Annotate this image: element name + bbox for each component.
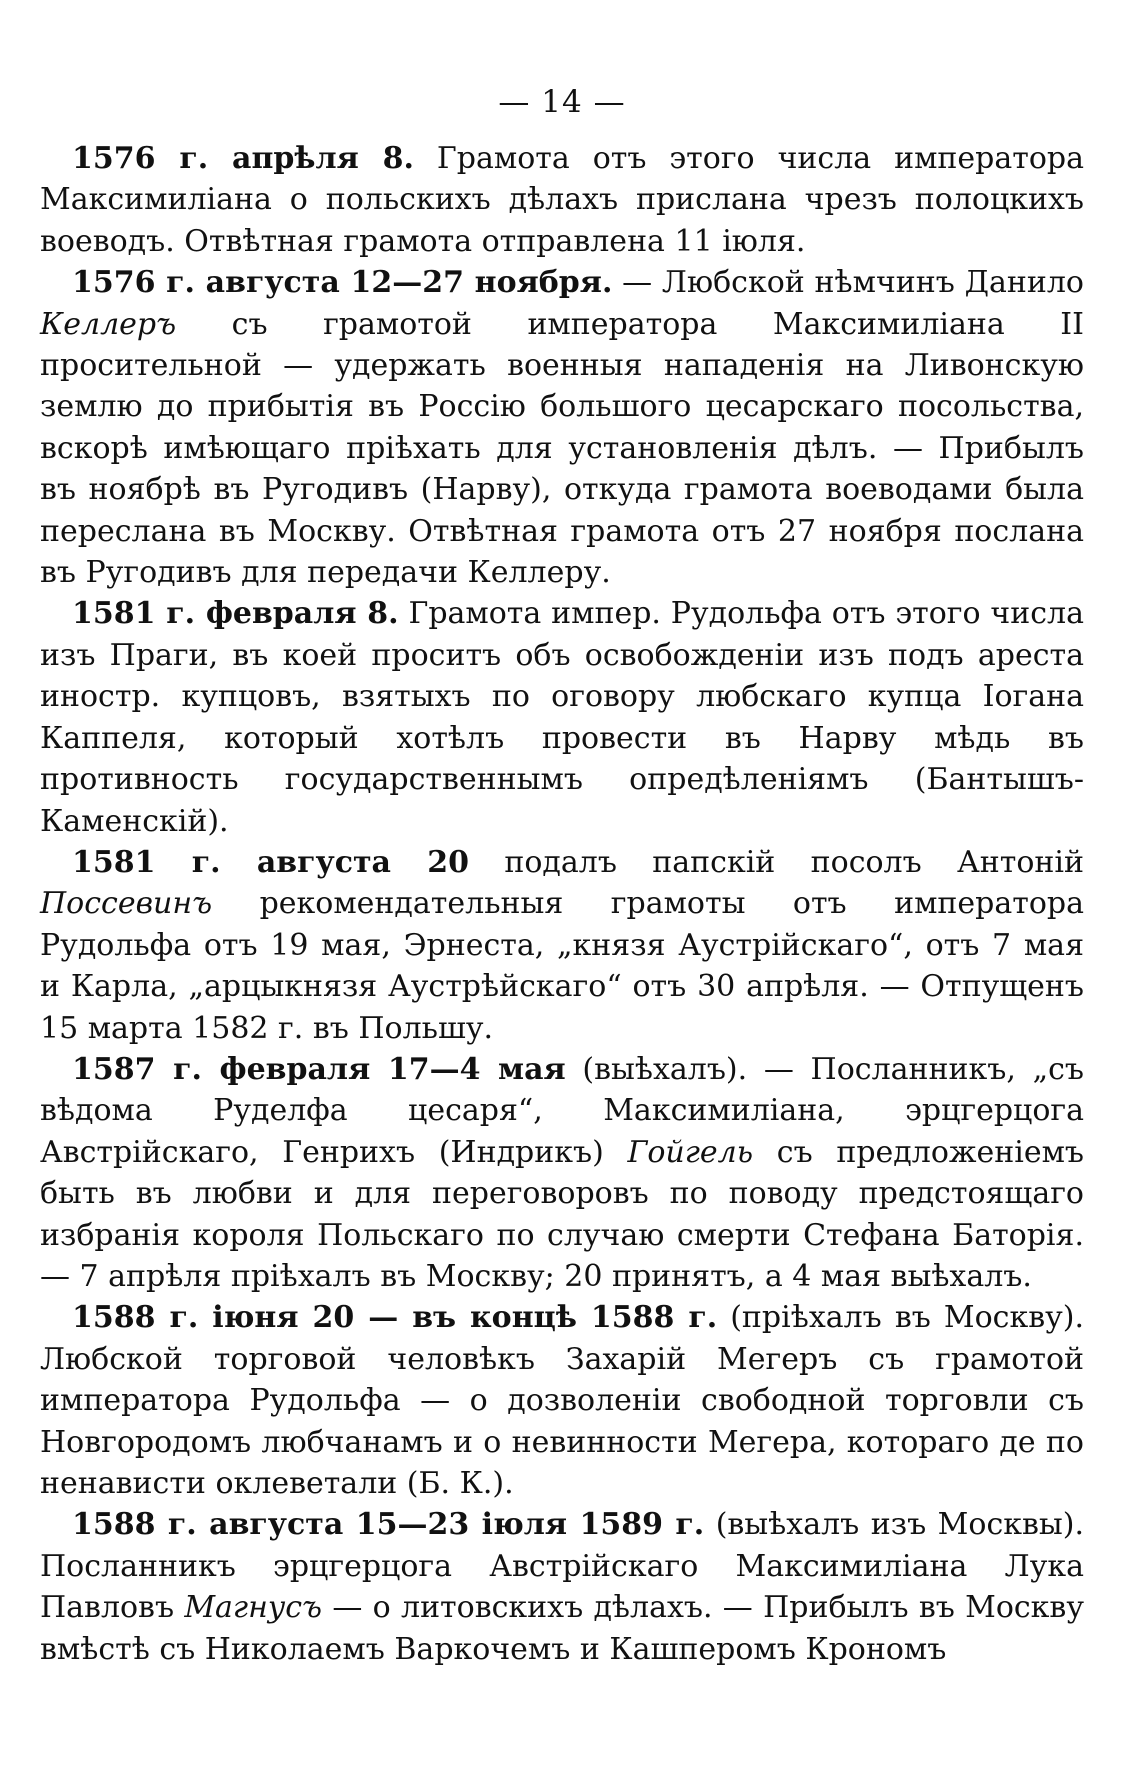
entry-person-name: Поссевинъ — [40, 886, 213, 922]
entry-person-name: Магнусъ — [184, 1590, 323, 1626]
entry-person-name: Келлеръ — [40, 306, 177, 342]
entry-text: — Любской нѣмчинъ Данило — [612, 265, 1084, 301]
entry-date: 1587 г. февраля 17—4 мая — [72, 1051, 566, 1087]
entry-text: Грамота импер. Рудольфа отъ этого числа изъ Праги, въ коей проситъ объ освобожденіи изъ подъ ареста иностр. купцовъ, взятыхъ по оговору любскаго купца Іогана Каппеля, который хотѣлъ провести въ Нарву мѣдь въ противность государственнымъ опредѣленіямъ (Бантышъ-Каменскій). — [40, 596, 1084, 839]
entry-text: (выѣхалъ изъ Москвы). Посланникъ эрцгерцога Австрійскаго Максимиліана Лука Павловъ — [40, 1507, 1085, 1626]
page-number: — 14 — — [498, 84, 626, 120]
entry-text-continued: съ предложеніемъ быть въ любви и для переговоровъ по поводу предстоящаго избранія короля Польскаго по случаю смерти Стефана Баторія. — 7 апрѣля пріѣхалъ въ Москву; 20 принятъ, а 4 мая выѣхалъ. — [40, 1134, 1084, 1294]
entry-date: 1576 г. апрѣля 8. — [72, 141, 414, 176]
entry-date: 1581 г. августа 20 — [72, 844, 470, 880]
entry-date: 1581 г. февраля 8. — [72, 596, 399, 632]
chronicle-entry — [40, 1049, 1084, 1297]
entry-date: 1588 г. іюня 20 — въ концѣ 1588 г. — [72, 1300, 718, 1336]
entry-text-continued: — о литовскихъ дѣлахъ. — Прибылъ въ Москву вмѣстѣ съ Николаемъ Варкочемъ и Кашперомъ Крономъ — [40, 1590, 1084, 1667]
chronicle-entry — [40, 842, 1084, 1049]
entry-person-name: Гойгель — [627, 1134, 754, 1170]
chronicle-entry — [40, 262, 1084, 593]
entry-date: 1576 г. августа 12—27 ноября. — [72, 265, 613, 301]
entry-text: Грамота отъ этого числа императора Максимиліана о польскихъ дѣлахъ прислана чрезъ полоцкихъ воеводъ. Отвѣтная грамота отправлена 11 іюля. — [40, 141, 1084, 259]
entry-text: (выѣхалъ). — Посланникъ, „съ вѣдома Руделфа цесаря“, Максимиліана, эрцгерцога Австрійскаго, Генрихъ (Индрикъ) — [40, 1051, 1085, 1170]
entry-text: (пріѣхалъ въ Москву). Любской торговой человѣкъ Захарій Мегеръ съ грамотой императора Рудольфа — о дозволеніи свободной торговли съ Новгородомъ любчанамъ и о невинности Мегера, котораго де по ненависти оклеветали (Б. К.). — [40, 1300, 1084, 1501]
chronicle-entries — [40, 138, 1084, 1670]
chronicle-entry — [40, 1297, 1084, 1504]
entry-text-continued: съ грамотой императора Максимиліана II просительной — удержать военныя нападенія на Ливонскую землю до прибытія въ Россію большого цесарскаго посольства, вскорѣ имѣющаго пріѣхать для установленія дѣлъ. — Прибылъ въ ноябрѣ въ Ругодивъ (Нарву), откуда грамота воеводами была переслана въ Москву. Отвѣтная грамота отъ 27 ноября послана въ Ругодивъ для передачи Келлеру. — [40, 306, 1084, 591]
entry-date: 1588 г. августа 15—23 іюля 1589 г. — [72, 1507, 705, 1543]
chronicle-entry — [40, 1504, 1084, 1670]
entry-text: подалъ папскій посолъ Антоній — [469, 844, 1084, 880]
chronicle-entry — [40, 593, 1084, 841]
document-page — [40, 0, 1084, 1778]
entry-text-continued: рекомендательныя грамоты отъ императора Рудольфа отъ 19 мая, Эрнеста, „князя Аустрійскаго“, отъ 7 мая и Карла, „арцыкнязя Аустрѣйскаго“ отъ 30 апрѣля. — Отпущенъ 15 марта 1582 г. въ Польшу. — [40, 886, 1084, 1046]
chronicle-entry — [40, 138, 1084, 262]
